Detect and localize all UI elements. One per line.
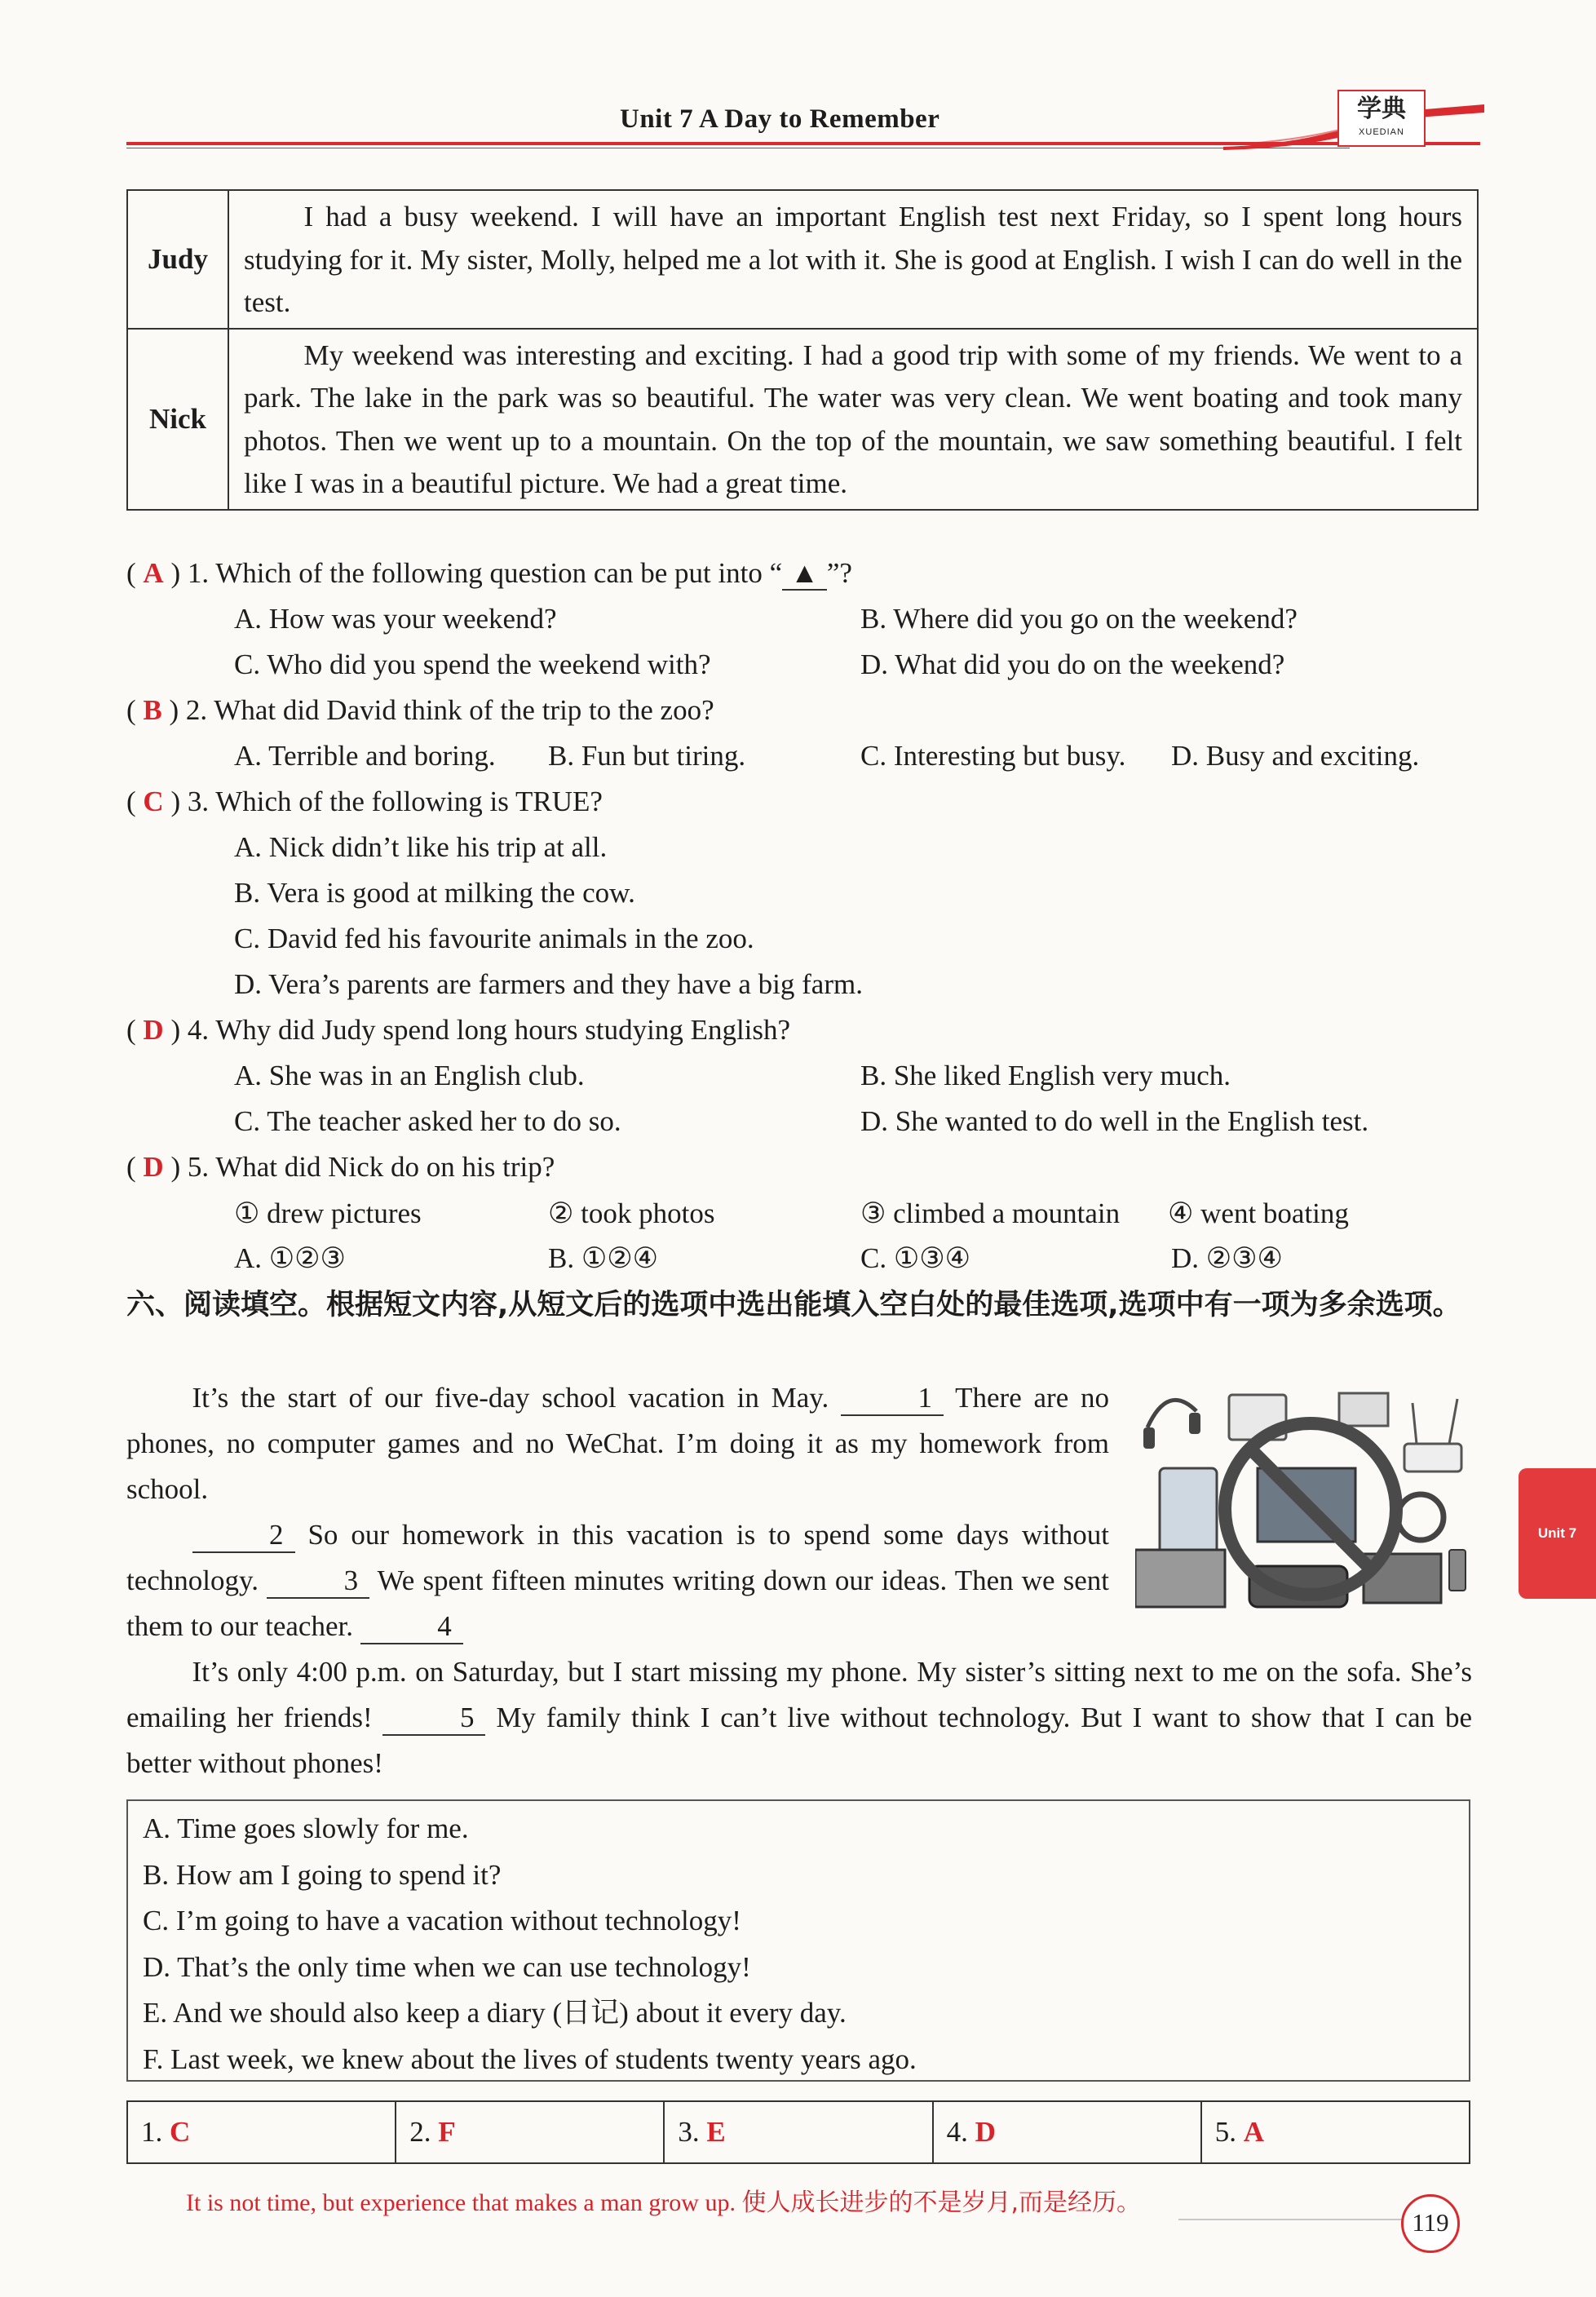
answer-number: 4. (946, 2116, 968, 2148)
choice-item: B. How am I going to spend it? (143, 1858, 502, 1891)
speaker-name: Nick (127, 329, 228, 510)
answer-value: C (170, 2116, 191, 2148)
question-stem: 2. What did David think of the trip to the zoo? (185, 694, 714, 726)
question-stem: 5. What did Nick do on his trip? (187, 1151, 555, 1183)
passage-text: There are no phones, no computer games and no WeChat. I’m doing it as my homework from school. (126, 1382, 1109, 1505)
answer-cell (396, 2101, 664, 2163)
no-technology-illustration (1135, 1379, 1478, 1640)
page-number: 119 (1401, 2194, 1460, 2253)
answer-mark: D (143, 1014, 164, 1046)
answer-cell (664, 2101, 932, 2163)
xuedian-logo (1337, 90, 1426, 147)
logo-english: XUEDIAN (1359, 127, 1404, 137)
option: D. Vera’s parents are farmers and they have a big farm. (234, 968, 863, 1000)
question-stem-end: ”? (826, 557, 852, 589)
passage-paragraph-1 (126, 1375, 1109, 1512)
option: B. Where did you go on the weekend? (860, 603, 1298, 635)
answer-value: A (1243, 2116, 1265, 2148)
choice-item: F. Last week, we knew about the lives of students twenty years ago. (143, 2043, 917, 2075)
answer-cell (933, 2101, 1201, 2163)
choice-item: E. And we should also keep a diary (日记) about it every day. (143, 1997, 847, 2029)
answer-mark: C (143, 786, 164, 817)
passage-text: So our homework in this vacation is to spend some days without technology. (126, 1519, 1109, 1596)
speaker-text: My weekend was interesting and exciting. I had a good trip with some of my friends. We went to a park. The lake in the park was so beautiful. The water was very clean. We went boating and took many photos. Then we went up to a mountain. On the top of the mountain, we saw something beautiful. I felt like I was in a beautiful picture. We had a great time. (228, 329, 1478, 510)
answer-mark: A (143, 557, 164, 589)
passage-table (126, 189, 1479, 511)
speaker-name: Judy (127, 190, 228, 329)
option: D. ②③④ (1171, 1242, 1283, 1274)
passage-paragraph-2 (126, 1512, 1109, 1649)
blank-5: 5 (382, 1702, 485, 1736)
list-item: ② took photos (548, 1197, 715, 1229)
unit-header-title: Unit 7 A Day to Remember (620, 104, 940, 134)
option: C. David fed his favourite animals in the zoo. (234, 923, 754, 954)
footer-quote-en: It is not time, but experience that makes a man grow up. (186, 2189, 736, 2216)
choice-item: C. I’m going to have a vacation without technology! (143, 1905, 741, 1936)
passage-text: It’s only 4:00 p.m. on Saturday, but I start missing my phone. My sister’s sitting next to me on the sofa. She’s emailing her friends! (126, 1656, 1472, 1733)
answer-number: 3. (678, 2116, 700, 2148)
option: B. She liked English very much. (860, 1060, 1231, 1091)
blank-1: 1 (841, 1382, 944, 1416)
answer-cell (127, 2101, 396, 2163)
question-stem: 3. Which of the following is TRUE? (187, 786, 603, 817)
option: B. Fun but tiring. (548, 740, 746, 772)
choice-item: D. That’s the only time when we can use technology! (143, 1950, 751, 1983)
question-stem: 4. Why did Judy spend long hours studying English? (187, 1014, 791, 1046)
option: D. Busy and exciting. (1171, 740, 1420, 772)
list-item: ④ went boating (1168, 1197, 1349, 1229)
answer-number: 2. (409, 2116, 431, 2148)
option: B. ①②④ (548, 1242, 658, 1274)
choices-box (126, 1799, 1470, 2082)
question-5: ( D ) 5. What did Nick do on his trip? (126, 1151, 555, 1183)
section-title: 六、阅读填空。根据短文内容,从短文后的选项中选出能填入空白处的最佳选项,选项中有一项为多余选项。 (126, 1289, 1461, 1321)
question-4: ( D ) 4. Why did Judy spend long hours studying English? (126, 1014, 791, 1046)
answer-value: E (706, 2116, 726, 2148)
footer-rule (1178, 2219, 1403, 2220)
answer-table (126, 2100, 1470, 2164)
list-item: ① drew pictures (234, 1197, 422, 1229)
header-rule (126, 142, 1480, 145)
option: A. Terrible and boring. (234, 740, 496, 772)
footer-quote (186, 2182, 1141, 2218)
unit-side-tab: Unit 7 (1519, 1468, 1596, 1599)
passage-text: My family think I can’t live without technology. But I want to show that I can be better without phones! (126, 1702, 1472, 1779)
footer-quote-cn: 使人成长进步的不是岁月,而是经历。 (741, 2189, 1142, 2217)
answer-mark: B (143, 694, 162, 726)
question-stem: 1. Which of the following question can be put into “ (187, 557, 783, 589)
option: D. She wanted to do well in the English test. (860, 1105, 1369, 1137)
question-1: ( A ) 1. Which of the following question can be put into “ ▲ ”? (126, 557, 852, 589)
answer-value: D (975, 2116, 996, 2148)
blank-2: 2 (192, 1519, 295, 1553)
option: C. Interesting but busy. (860, 740, 1126, 772)
option: A. Nick didn’t like his trip at all. (234, 831, 608, 863)
triangle-blank: ▲ (782, 558, 827, 591)
question-3: ( C ) 3. Which of the following is TRUE? (126, 786, 603, 817)
question-2: ( B ) 2. What did David think of the trip to the zoo? (126, 694, 714, 726)
speaker-text: I had a busy weekend. I will have an important English test next Friday, so I spent long hours studying for it. My sister, Molly, helped me a lot with it. She is good at English. I wish I can do well in the test. (228, 190, 1478, 329)
answer-mark: D (143, 1151, 164, 1183)
option: A. She was in an English club. (234, 1060, 585, 1091)
answer-cell (1201, 2101, 1470, 2163)
answer-value: F (438, 2116, 456, 2148)
option: A. How was your weekend? (234, 603, 557, 635)
passage-row-nick (127, 329, 1478, 510)
answer-number: 5. (1214, 2116, 1236, 2148)
option: A. ①②③ (234, 1242, 346, 1274)
answer-number: 1. (141, 2116, 163, 2148)
blank-4: 4 (360, 1610, 463, 1644)
list-item: ③ climbed a mountain (860, 1197, 1121, 1229)
option: C. ①③④ (860, 1242, 970, 1274)
option: B. Vera is good at milking the cow. (234, 877, 635, 909)
passage-row-judy (127, 190, 1478, 329)
option: C. Who did you spend the weekend with? (234, 648, 711, 680)
passage-text: It’s the start of our five-day school vacation in May. (192, 1382, 829, 1414)
blank-3: 3 (267, 1565, 369, 1599)
option: C. The teacher asked her to do so. (234, 1105, 621, 1137)
choice-item: A. Time goes slowly for me. (143, 1812, 469, 1844)
passage-text: We spent fifteen minutes writing down our ideas. Then we sent them to our teacher. (126, 1565, 1110, 1642)
option: D. What did you do on the weekend? (860, 648, 1285, 680)
passage-paragraph-3 (126, 1649, 1472, 1786)
logo-chinese: 学典 (1357, 95, 1406, 123)
